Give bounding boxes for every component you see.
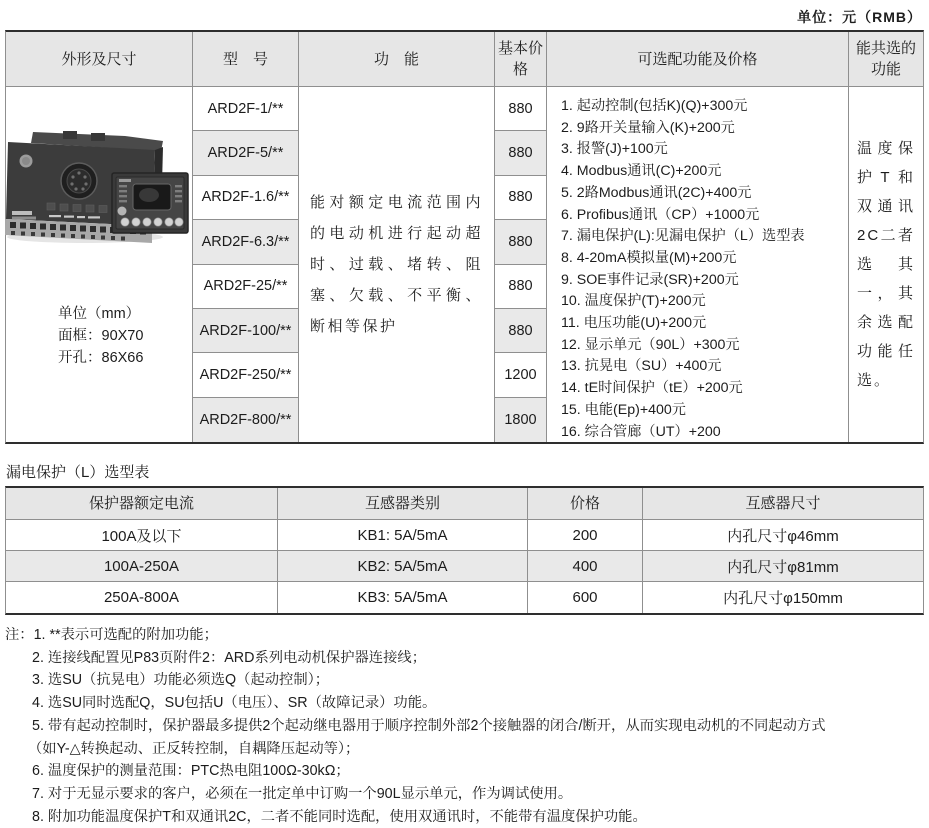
price-cell: 880 (495, 309, 547, 353)
option-item: 6. Profibus通讯（CP）+1000元 (561, 206, 760, 223)
option-item: 8. 4-20mA模拟量(M)+200元 (561, 249, 737, 266)
model-cell: ARD2F-6.3/** (193, 220, 299, 264)
option-item: 11. 电压功能(U)+200元 (561, 315, 707, 332)
note-line: 5. 带有起动控制时，保护器最多提供2个起动继电器用于顺序控制外部2个接触器的闭合/断开，从而实现电动机的不同起动方式 (32, 717, 826, 734)
header-function: 功 能 (299, 32, 495, 87)
note-line: 4. 选SU同时选配Q，SU包括U（电压）、SR（故障记录）功能。 (32, 695, 437, 712)
leak-cell: 400 (528, 551, 643, 582)
option-item: 9. SOE事件记录(SR)+200元 (561, 271, 739, 288)
function-cell (299, 87, 495, 442)
model-cell: ARD2F-25/** (193, 265, 299, 309)
leak-cell: KB1: 5A/5mA (278, 520, 528, 551)
notes-section (5, 624, 925, 828)
model-cell: ARD2F-100/** (193, 309, 299, 353)
model-cell: ARD2F-800/** (193, 398, 299, 442)
option-item: 5. 2路Modbus通讯(2C)+400元 (561, 184, 752, 201)
model-cell: ARD2F-5/** (193, 131, 299, 175)
option-item: 12. 显示单元（90L）+300元 (561, 336, 740, 353)
spec-price-table (5, 30, 924, 444)
note-line (5, 624, 925, 647)
option-item: 1. 起动控制(包括K)(Q)+300元 (561, 98, 748, 114)
leakage-table-title: 漏电保护（L）选型表 (6, 464, 150, 481)
display-panel (112, 173, 188, 233)
model-cell: ARD2F-1.6/** (193, 176, 299, 220)
function-text: 能对额定电流范围内的电动机进行起动超时、过载、堵转、阻塞、欠载、不平衡、断相等保护 (310, 194, 483, 335)
option-item: 7. 漏电保护(L):见漏电保护（L）选型表 (561, 228, 805, 245)
options-cell (547, 87, 849, 442)
header-base-price: 基本价格 (495, 32, 547, 87)
dimension-info (58, 303, 143, 369)
note-item: 1. **表示可选配的附加功能； (33, 627, 218, 643)
leak-cell: KB3: 5A/5mA (278, 582, 528, 613)
leak-header-current: 保护器额定电流 (6, 488, 278, 520)
leak-cell: 内孔尺寸φ150mm (723, 590, 843, 607)
header-options: 可选配功能及价格 (547, 32, 849, 87)
notes-label: 注： (5, 627, 34, 643)
price-cell: 880 (495, 176, 547, 220)
combinable-text: 温度保护T和双通讯2C二者选其一，其余选配功能任选。 (857, 140, 915, 389)
shape-cell (6, 87, 193, 442)
note-line: 2. 连接线配置见P83页附件2：ARD系列电动机保护器连接线； (32, 649, 426, 666)
model-cell: ARD2F-1/** (193, 87, 299, 131)
leak-header-price: 价格 (528, 488, 643, 520)
leak-cell: 内孔尺寸φ81mm (643, 551, 923, 582)
option-item: 16. 综合管廊（UT）+200 (561, 423, 721, 440)
dimension-frame: 面框：90X70 (58, 328, 144, 344)
option-item: 14. tE时间保护（tE）+200元 (561, 380, 743, 397)
leak-header-ct-size: 互感器尺寸 (643, 488, 923, 520)
option-item: 10. 温度保护(T)+200元 (561, 293, 706, 310)
price-cell: 1200 (495, 353, 547, 397)
price-cell: 880 (495, 131, 547, 175)
leak-cell: 100A-250A (6, 551, 278, 582)
leak-cell: 250A-800A (6, 582, 278, 613)
note-line: 7. 对于无显示要求的客户，必须在一批定单中订购一个90L显示单元，作为调试使用。 (32, 785, 573, 802)
leak-cell: 600 (528, 582, 643, 613)
note-line: 8. 附加功能温度保护T和双通讯2C，二者不能同时选配，使用双通讯时，不能带有温度保护功能。 (32, 808, 647, 825)
option-item: 4. Modbus通讯(C)+200元 (561, 163, 722, 180)
leak-cell: 内孔尺寸φ46mm (643, 520, 923, 551)
option-item: 15. 电能(Ep)+400元 (561, 401, 686, 418)
header-model: 型 号 (193, 32, 299, 87)
note-line: （如Y-△转换起动、正反转控制，自耦降压起动等）； (28, 740, 360, 757)
leak-header-ct-type: 互感器类别 (278, 488, 528, 520)
price-cell: 1800 (495, 398, 547, 442)
note-line: 6. 温度保护的测量范围：PTC热电阻100Ω-30kΩ； (32, 763, 350, 780)
note-line: 3. 选SU（抗晃电）功能必须选Q（起动控制）； (32, 672, 330, 689)
option-item: 13. 抗晃电（SU）+400元 (561, 358, 722, 375)
product-photo (5, 129, 192, 247)
price-cell: 880 (495, 265, 547, 309)
header-shape: 外形及尺寸 (6, 32, 193, 87)
model-cell: ARD2F-250/** (193, 353, 299, 397)
price-cell: 880 (495, 220, 547, 264)
option-item: 2. 9路开关量输入(K)+200元 (561, 119, 735, 136)
leak-cell: KB2: 5A/5mA (278, 551, 528, 582)
dimension-cutout: 开孔：86X66 (58, 350, 144, 366)
header-combinable: 能共选的功能 (849, 32, 923, 87)
leak-cell: 100A及以下 (6, 520, 278, 551)
leakage-table (5, 486, 924, 615)
leak-cell: 200 (528, 520, 643, 551)
price-cell: 880 (495, 87, 547, 131)
combinable-cell (849, 87, 923, 442)
dimension-unit: 单位（mm） (58, 306, 141, 322)
unit-note: 单位：元（RMB） (797, 9, 922, 25)
option-item: 3. 报警(J)+100元 (561, 141, 668, 158)
